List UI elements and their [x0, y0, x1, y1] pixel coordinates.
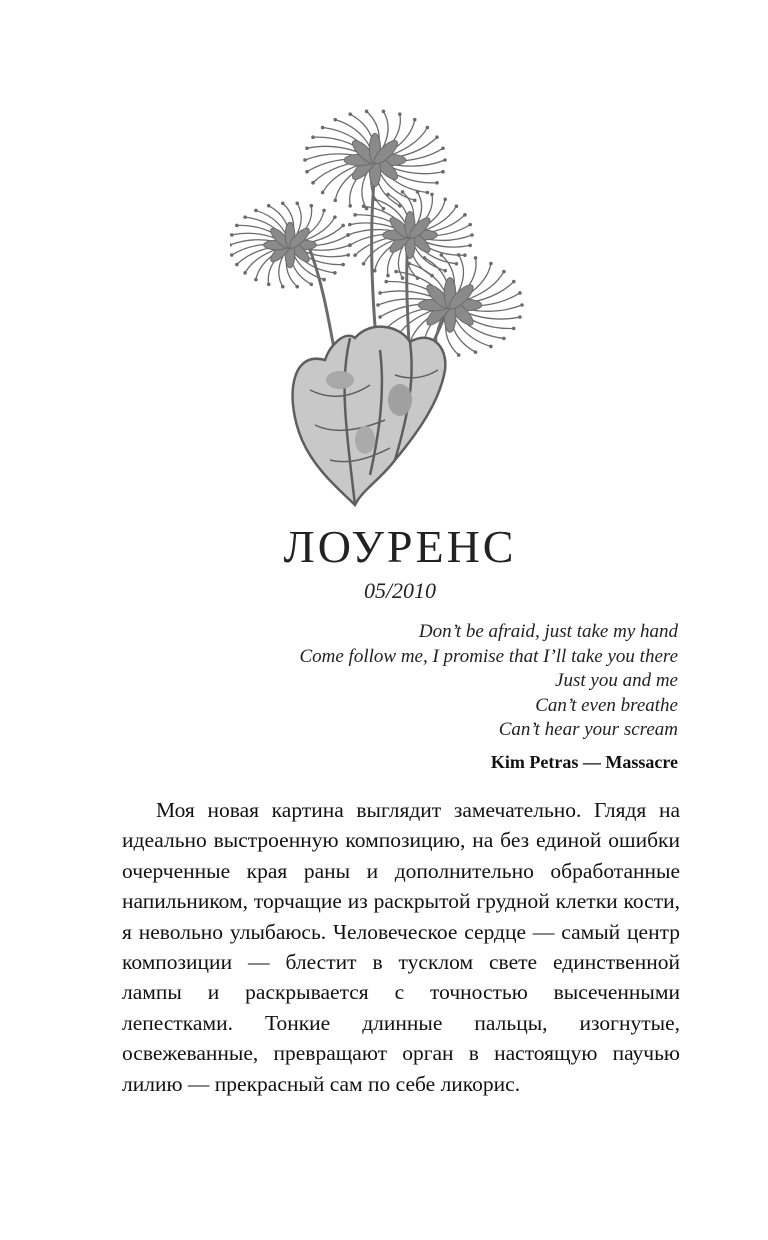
chapter-title: ЛОУРЕНС [283, 521, 517, 572]
epigraph-line: Come follow me, I promise that I’ll take you there [299, 645, 678, 667]
epigraph-line: Can’t hear your scream [498, 719, 678, 740]
epigraph-source: Kim Petras — Massacre [490, 752, 678, 772]
epigraph-line: Can’t even breathe [535, 694, 678, 716]
chapter-date: 05/2010 [363, 578, 437, 603]
spider-lily-flowers [230, 110, 524, 357]
body-paragraph: Моя новая картина выглядит замечательно. Глядя на идеально выстроенную композицию, на без единой ошибки очерченные края раны и дополнительно обработанные напильником, торчащие из раскрытой грудной клетки кости, я невольно улыбаюсь. Человеческое сердце — самый центр композиции — блестит в тусклом свете единственной лампы и раскрывается с точностью высеченными лепестками. Тонкие длинные пальцы, изогнутые, освежеванные, превращают орган в настоящую паучью лилию — прекрасный сам по себе ликорис. [122, 798, 680, 1096]
epigraph-line: Don’t be afraid, just take my hand [418, 621, 678, 642]
heart-spider-lily-illustration [230, 80, 560, 520]
heart-drawing [293, 327, 446, 505]
epigraph [118, 620, 678, 743]
epigraph-line: Just you and me [555, 670, 678, 691]
